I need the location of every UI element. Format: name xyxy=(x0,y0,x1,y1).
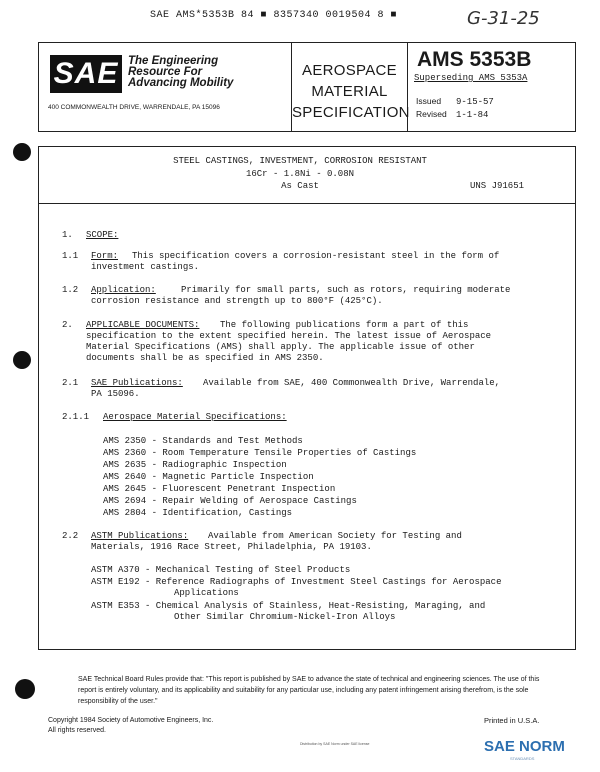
paragraph-line: Primarily for small parts, such as rotors, requiring moderate xyxy=(181,285,511,295)
list-item-continuation: Applications xyxy=(174,588,239,598)
list-item: AMS 2360 - Room Temperature Tensile Properties of Castings xyxy=(103,448,417,458)
board-rules-note: SAE Technical Board Rules provide that: "This report is published by SAE to advance the state of technical and engineering sciences. The use of this report is entirely voluntary, and its applicability and suitability for any particular use, including any patent infringement arising therefrom, is the sole responsibility of the user." xyxy=(78,676,540,705)
section-heading: Application: xyxy=(91,285,156,295)
paragraph-line: Materials, 1916 Race Street, Philadelphia, PA 19103. xyxy=(91,542,372,552)
hole-punch xyxy=(15,679,35,699)
list-item: ASTM E353 - Chemical Analysis of Stainless, Heat-Resisting, Maraging, and xyxy=(91,601,486,611)
issued-date: 9-15-57 xyxy=(456,97,494,107)
section-number: 2.2 xyxy=(62,531,79,541)
paragraph-line: Available from SAE, 400 Commonwealth Drive, Warrendale, xyxy=(203,378,501,388)
supersedes-note: Superseding AMS 5353A xyxy=(414,73,528,83)
list-item: AMS 2350 - Standards and Test Methods xyxy=(103,436,303,446)
hole-punch xyxy=(13,143,31,161)
sae-norm-subtitle: STANDARDS xyxy=(510,756,535,761)
spec-composition: 16Cr - 1.8Ni - 0.08N xyxy=(245,169,355,179)
paragraph-line: investment castings. xyxy=(91,262,200,272)
revised-label: Revised xyxy=(416,109,447,119)
section-heading: APPLICABLE DOCUMENTS: xyxy=(86,320,200,330)
paragraph-line: Material Specifications (AMS) shall apply. The applicable issue of other xyxy=(86,342,475,352)
paragraph-line: specification to the extent specified herein. The latest issue of Aerospace xyxy=(86,331,492,341)
sae-address: 400 COMMONWEALTH DRIVE, WARRENDALE, PA 15096 xyxy=(48,104,220,111)
document-type-line: MATERIAL xyxy=(311,83,388,100)
sae-logo: SAE xyxy=(50,55,122,93)
document-type xyxy=(292,60,410,123)
hole-punch xyxy=(13,351,31,369)
list-item: ASTM A370 - Mechanical Testing of Steel Products xyxy=(91,565,351,575)
handwritten-note: G-31-25 xyxy=(467,8,540,29)
section-heading: ASTM Publications: xyxy=(91,531,189,541)
issued-label: Issued xyxy=(416,96,442,106)
copyright-line: All rights reserved. xyxy=(48,727,106,734)
tagline-line: Resource For xyxy=(128,66,203,78)
spec-condition: As Cast xyxy=(281,181,319,191)
section-number: 2. xyxy=(62,320,73,330)
document-type-line: SPECIFICATION xyxy=(292,104,410,121)
distribution-note: Distribution by SAE Norm under SAE license xyxy=(300,742,370,746)
paragraph-line: PA 15096. xyxy=(91,389,140,399)
copyright-line: Copyright 1984 Society of Automotive Engineers, Inc. xyxy=(48,717,214,724)
list-item: AMS 2694 - Repair Welding of Aerospace Castings xyxy=(103,496,357,506)
section-number: 1.1 xyxy=(62,251,79,261)
paragraph-line: This specification covers a corrosion-resistant steel in the form of xyxy=(132,251,500,261)
printed-in: Printed in U.S.A. xyxy=(484,716,540,725)
uns-number: UNS J91651 xyxy=(470,181,525,191)
sae-norm-watermark: SAE NORM xyxy=(484,738,565,755)
paragraph-line: Available from American Society for Testing and xyxy=(208,531,462,541)
document-type-line: AEROSPACE xyxy=(302,62,397,79)
list-item: AMS 2635 - Radiographic Inspection xyxy=(103,460,287,470)
list-item: AMS 2645 - Fluorescent Penetrant Inspection xyxy=(103,484,336,494)
paragraph-line: corrosion resistance and strength up to 800°F (425°C). xyxy=(91,296,383,306)
list-item-continuation: Other Similar Chromium-Nickel-Iron Alloys xyxy=(174,612,396,622)
tagline-line: Advancing Mobility xyxy=(128,77,234,89)
section-heading: Aerospace Material Specifications: xyxy=(103,412,287,422)
section-heading: Form: xyxy=(91,251,119,261)
paragraph-line: The following publications form a part of this xyxy=(220,320,469,330)
copyright xyxy=(48,716,213,736)
ams-number: AMS 5353B xyxy=(417,48,532,71)
document-code-line: SAE AMS*5353B 84 ■ 8357340 0019504 8 ■ xyxy=(150,10,398,21)
revised-date: 1-1-84 xyxy=(456,110,489,120)
section-number: 2.1 xyxy=(62,378,79,388)
section-heading: SCOPE: xyxy=(86,230,119,240)
list-item: ASTM E192 - Reference Radiographs of Investment Steel Castings for Aerospace xyxy=(91,577,502,587)
section-heading: SAE Publications: xyxy=(91,378,183,388)
spec-title: STEEL CASTINGS, INVESTMENT, CORROSION RESISTANT xyxy=(173,156,427,166)
section-number: 1.2 xyxy=(62,285,79,295)
list-item: AMS 2804 - Identification, Castings xyxy=(103,508,293,518)
sae-tagline xyxy=(128,56,233,89)
section-number: 2.1.1 xyxy=(62,412,90,422)
section-number: 1. xyxy=(62,230,73,240)
list-item: AMS 2640 - Magnetic Particle Inspection xyxy=(103,472,314,482)
tagline-line: The Engineering xyxy=(128,55,219,67)
paragraph-line: documents shall be as specified in AMS 2350. xyxy=(86,353,324,363)
